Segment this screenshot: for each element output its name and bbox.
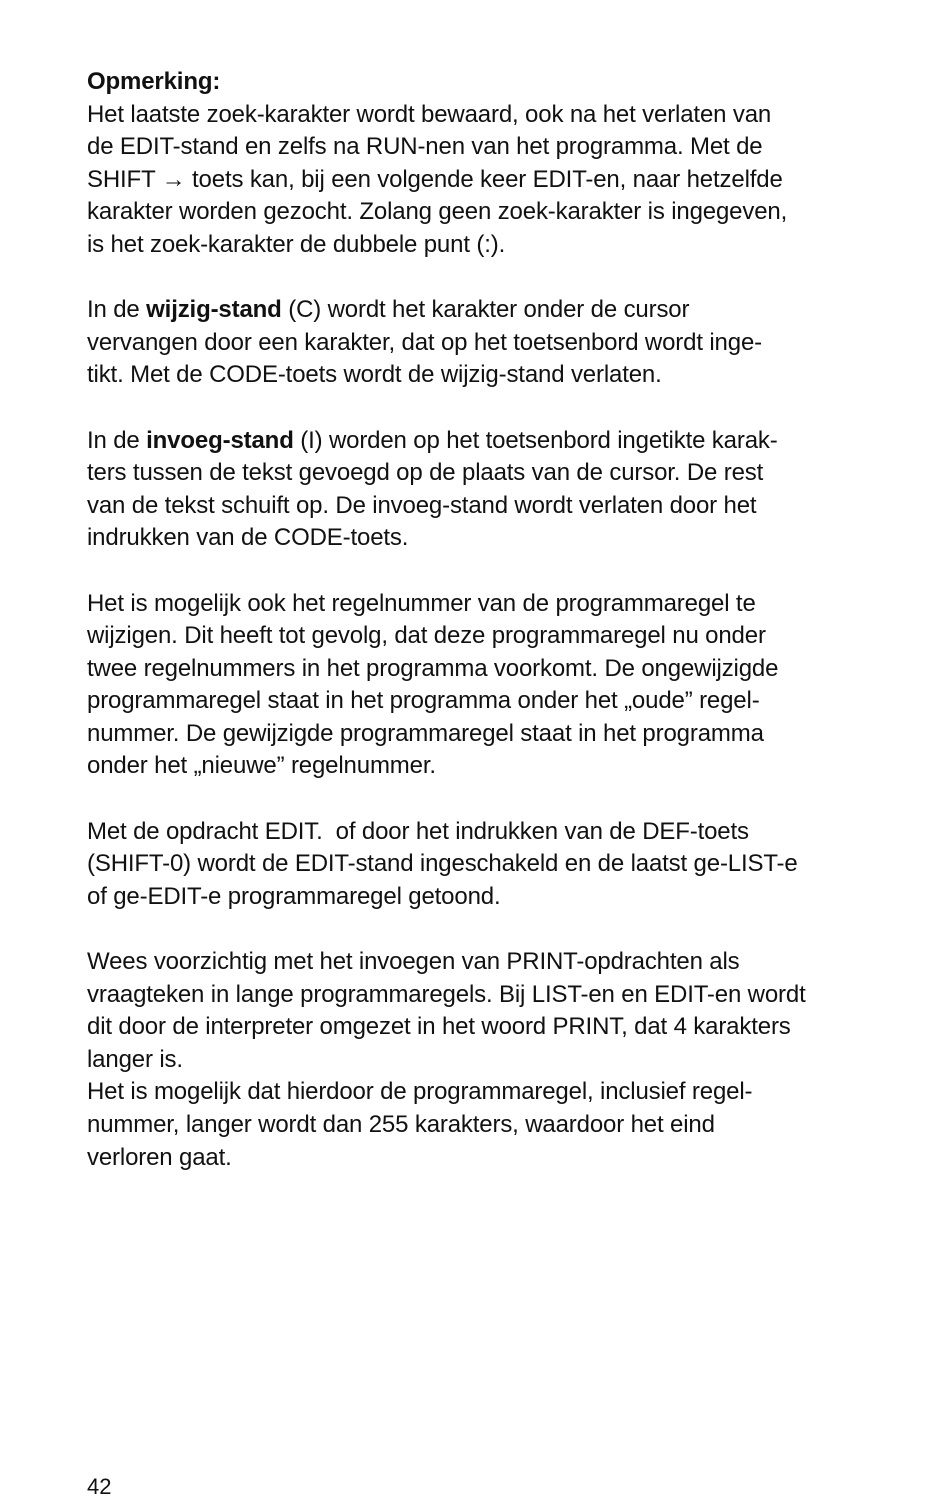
text-line: Het is mogelijk ook het regelnummer van de programmaregel te (87, 589, 756, 617)
text-line: twee regelnummers in het programma voorkomt. De ongewijzigde (87, 654, 779, 682)
text-line: dit door de interpreter omgezet in het woord PRINT, dat 4 karakters (87, 1013, 791, 1041)
edit-command-paragraph (87, 816, 943, 914)
text-line: karakter worden gezocht. Zolang geen zoek-karakter is ingegeven, (87, 198, 788, 226)
note-paragraph (87, 66, 943, 262)
text-line: programmaregel staat in het programma onder het „oude” regel- (87, 687, 760, 715)
paragraph-gap (87, 262, 943, 295)
paragraph-gap (87, 783, 943, 816)
warning-paragraph (87, 946, 943, 1174)
text-line: vervangen door een karakter, dat op het toetsenbord wordt inge- (87, 328, 762, 356)
line-prefix: In de (87, 426, 147, 454)
page-body (87, 66, 943, 1174)
text-line: vraagteken in lange programmaregels. Bij LIST-en en EDIT-en wordt (87, 980, 806, 1008)
text-line (87, 425, 943, 458)
text-line: Met de opdracht EDIT. of door het indrukken van de DEF-toets (87, 817, 749, 845)
paragraph-gap (87, 913, 943, 946)
text-line: (SHIFT-0) wordt de EDIT-stand ingeschakeld en de laatst ge-LIST-e (87, 850, 798, 878)
text-line: indrukken van de CODE-toets. (87, 524, 409, 552)
insert-mode-paragraph (87, 425, 943, 555)
text-line: de EDIT-stand en zelfs na RUN-nen van het programma. Met de (87, 133, 763, 161)
text-line: of ge-EDIT-e programmaregel getoond. (87, 882, 501, 910)
text-line: SHIFT → toets kan, bij een volgende keer EDIT-en, naar hetzelfde (87, 165, 783, 193)
text-line: onder het „nieuwe” regelnummer. (87, 752, 436, 780)
text-line: van de tekst schuift op. De invoeg-stand wordt verlaten door het (87, 491, 757, 519)
line-prefix: In de (87, 296, 147, 324)
insert-mode-term: invoeg-stand (146, 426, 294, 454)
line-suffix: (C) wordt het karakter onder de cursor (281, 296, 690, 324)
text-line (87, 294, 943, 327)
text-line: tikt. Met de CODE-toets wordt de wijzig-stand verlaten. (87, 361, 662, 389)
text-line: is het zoek-karakter de dubbele punt (:). (87, 230, 506, 258)
note-heading: Opmerking: (87, 68, 221, 95)
text-line: nummer. De gewijzigde programmaregel staat in het programma (87, 719, 764, 747)
change-mode-term: wijzig-stand (146, 296, 282, 324)
line-suffix: (I) worden op het toetsenbord ingetikte karak- (293, 426, 778, 454)
text-line: Het laatste zoek-karakter wordt bewaard, ook na het verlaten van (87, 100, 772, 128)
text-line: langer is. (87, 1045, 183, 1073)
text-line: Het is mogelijk dat hierdoor de programmaregel, inclusief regel- (87, 1078, 753, 1106)
text-line: verloren gaat. (87, 1143, 232, 1171)
text-line: nummer, langer wordt dan 255 karakters, waardoor het eind (87, 1111, 715, 1138)
text-line: wijzigen. Dit heeft tot gevolg, dat deze programmaregel nu onder (87, 622, 766, 650)
paragraph-gap (87, 392, 943, 425)
text-line: Wees voorzichtig met het invoegen van PRINT-opdrachten als (87, 948, 740, 976)
change-mode-paragraph (87, 294, 943, 392)
line-number-paragraph (87, 588, 943, 784)
text-line: ters tussen de tekst gevoegd op de plaats van de cursor. De rest (87, 459, 764, 487)
paragraph-gap (87, 555, 943, 588)
page-number: 42 (87, 1474, 112, 1499)
